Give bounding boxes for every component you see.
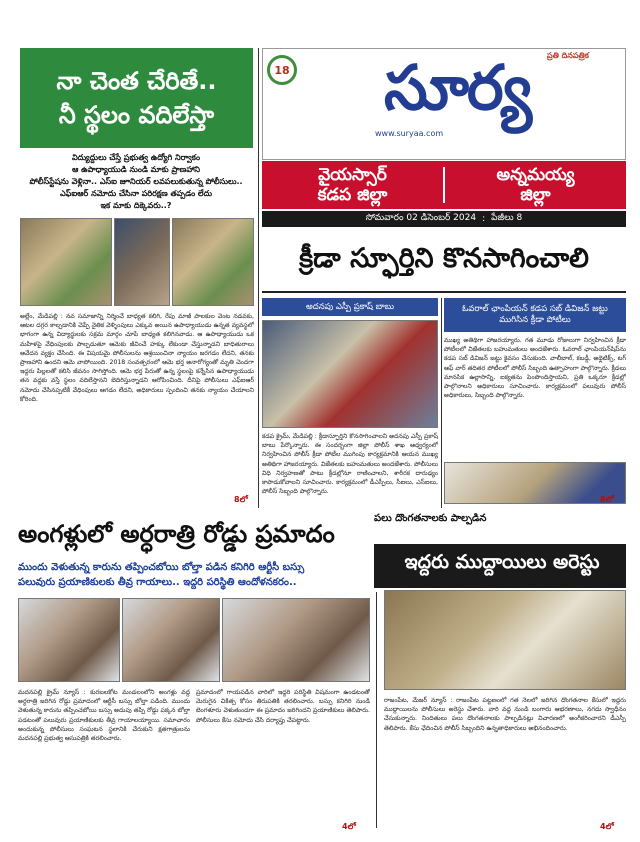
left-story-photo-2 <box>114 218 170 306</box>
date-separator: : <box>482 214 486 224</box>
accident-body-left: మదనపల్లి క్రైమ్ న్యూస్ : కురబలకోట మండలంలోని అంగళ్లు వద్ద అర్ధరాత్రి జరిగిన రోడ్డు ప్రమాదంలో ఆర్టీసీ బస్సు బోల్తా పడింది. ముందు వెళుతున్న కారును తప్పించబోయి బస్సు అదుపు తప్పి రోడ్డు పక్కన బోల్తా పడటంతో పలువురు ప్రయాణికులకు తీవ్ర గాయాలయ్యాయి. సమాచారం అందుకున్న పోలీసులు సంఘటన స్థలానికి చేరుకుని క్షతగాత్రులను మదనపల్లి ప్రభుత్వ ఆసుపత్రికి తరలించారు. <box>18 689 190 743</box>
accident-photo-3 <box>222 598 370 682</box>
edition-band <box>262 161 626 209</box>
accident-photo-2 <box>122 598 220 682</box>
sports-award-photo <box>262 320 438 428</box>
date-text: సోమవారం 02 డిసెంబర్ 2024 <box>365 213 477 223</box>
anniversary-badge: 18 <box>267 55 297 85</box>
sports-right-label: ఓవరాల్ ఛాంపియన్ కడప సబ్ డివిజన్ జట్టు ముగిసిన క్రీడా పోటీలు <box>444 298 626 332</box>
dateline <box>262 211 626 227</box>
left-subline: పోలీస్‌స్టేషను వెళ్లినా.. ఎస్ఐ జూనియర్ లవపలుకుతున్న పోలీసులు.. <box>29 177 243 186</box>
sports-left-label: అదనపు ఎస్పీ ప్రకాష్ బాబు <box>262 298 438 316</box>
edition-left-line1: వైయస్సార్ <box>318 165 387 185</box>
edition-right-line2: జిల్లా <box>520 185 551 205</box>
left-subline: విద్యుద్దులు చేస్తే ప్రభుత్వ ఉద్యోగి నిర్వాకం <box>71 153 200 162</box>
edition-right <box>445 161 626 209</box>
left-subline: ఆ ఉపాధ్యాయుడి నుండి మాకు ప్రాణహాని <box>71 165 201 174</box>
accident-photo-1 <box>18 598 120 682</box>
left-headline-line2: నీ స్థలం వదిలేస్తా <box>58 101 215 129</box>
arrest-body: రాజంపేట, మేజర్ న్యూస్ : రాజంపేట పట్టణంలో గత నెలలో జరిగిన దొంగతనాల కేసులో ఇద్దరు ముద్దాయిలను పోలీసులు అరెస్టు చేశారు. వారి వద్ద నుండి బంగారు ఆభరణాలు, నగదు స్వాధీనం చేసుకున్నారు. నిందితులు పలు దొంగతనాలకు పాల్పడినట్లు విచారణలో అంగీకరించారని డీఎస్పీ తెలిపారు. కేసు ఛేదించిన పోలీస్ సిబ్బందిని ఉన్నతాధికారులు అభినందించారు. <box>384 697 626 732</box>
masthead-website: www.suryaa.com <box>375 129 444 138</box>
accident-subline-2: పలువురు ప్రయాణికులకు తీవ్ర గాయాలు.. ఇద్దరి పరిస్థితి ఆందోళనకరం.. <box>18 577 297 588</box>
left-story-photo-3 <box>172 218 254 306</box>
accident-headline: అంగళ్లులో అర్ధరాత్రి రోడ్డు ప్రమాదం <box>18 520 335 548</box>
edition-left-line2: కడప జిల్లా <box>317 185 388 205</box>
left-headline-box <box>20 48 253 148</box>
arrest-headline: ఇద్దరు ముద్దాయిలు అరెస్టు <box>404 550 600 573</box>
sports-right-body: ముఖ్య అతిథిగా హాజరయ్యారు. గత మూడు రోజులుగా నిర్వహించిన క్రీడా పోటీలలో విజేతలకు బహుమతులు అందజేశారు. ఓవరాల్ ఛాంపియన్‌షిప్‌ను కడప సబ్ డివిజన్ జట్టు కైవసం చేసుకుంది. వాలీబాల్, కబడ్డీ, అథ్లెటిక్స్, టగ్ ఆఫ్ వార్ తదితర పోటీలలో పోలీస్ సిబ్బంది ఉత్సాహంగా పాల్గొన్నారు. క్రీడలు మానసిక ఉల్లాసాన్ని, ఐక్యతను పెంపొందిస్తాయని, ప్రతి ఒక్కరూ క్రీడల్లో పాల్గొనాలని అధికారులు సూచించారు. కార్యక్రమంలో పలువురు పోలీస్ అధికారులు, సిబ్బంది పాల్గొన్నారు. <box>444 337 626 400</box>
arrest-continued: 4లో <box>600 822 614 831</box>
masthead-tagline: ప్రతి దినపత్రిక <box>546 51 589 60</box>
column-rule <box>441 298 442 508</box>
left-subheadlines <box>18 152 254 212</box>
edition-right-line1: అన్నమయ్య <box>496 165 575 185</box>
sports-left-body: కడప క్రైమ్, మేడిపల్లి : క్రీడాస్ఫూర్తిని కొనసాగించాలని అదనపు ఎస్పీ ప్రకాష్ బాబు పేర్కొన్నారు. ఈ సందర్భంగా జిల్లా పోలీస్ శాఖ ఆధ్వర్యంలో నిర్వహించిన పోలీస్ క్రీడా పోటీల ముగింపు కార్యక్రమానికి ఆయన ముఖ్య అతిథిగా హాజరయ్యారు. విజేతలకు బహుమతులు అందజేశారు. పోలీసులు విధి నిర్వహణతో పాటు క్రీడల్లోనూ రాణించాలని, శారీరక దారుఢ్యం కాపాడుకోవాలని సూచించారు. కార్యక్రమంలో డీఎస్పీలు, సీఐలు, ఎస్ఐలు, పోలీస్ సిబ్బంది పాల్గొన్నారు. <box>262 433 438 496</box>
accident-body-right: ప్రమాదంలో గాయపడిన వారిలో ఇద్దరి పరిస్థితి విషమంగా ఉండటంతో మెరుగైన చికిత్స కోసం తిరుపతికి తరలించారు. బస్సు కనిగిరి నుండి బెంగళూరు వెళుతుండగా ఈ ప్రమాదం జరిగిందని ప్రయాణికులు తెలిపారు. పోలీసులు కేసు నమోదు చేసి దర్యాప్తు చేపట్టారు. <box>196 689 370 724</box>
sports-team-photo <box>444 462 626 504</box>
column-rule <box>258 48 259 508</box>
masthead <box>262 48 626 160</box>
accident-continued: 4లో <box>342 822 356 831</box>
sports-continued: 8లో <box>600 495 614 504</box>
arrest-kicker: పలు దొంగతనాలకు పాల్పడిన <box>374 513 487 524</box>
left-headline-line1: నా చెంత చేరితే.. <box>56 67 217 95</box>
left-story-body: అల్లేం, మేడిపల్లి : నవ సమాజాన్ని నిర్మించే బాధ్యత కలిగి, రేపు మాజీ పాలకుల వెంట నడవకు, ఆటల దగ్గర కాల్చడానికి చెప్పే నైతిక వెళ్ళింపులు ఎక్కువ అయిన ఉపాధ్యాయుడు ఉన్నత వ్యవస్థలో భాగంగా ఉన్న విద్యార్థులకు సక్రమ మార్గం చూపే బాధ్యత కలిగినవాడు. ఆ ఉపాధ్యాయుడు ఒక మహిళపై వేధింపులకు పాల్పడుతూ ఆమెకు జీవించే హక్కు లేకుండా చేస్తున్నాడని బాధితురాలు ఆవేదన వ్యక్తం చేసింది. ఈ విషయమై పోలీసులను ఆశ్రయించినా న్యాయం జరగడం లేదని, తనకు ప్రాణహాని ఉందని ఆమె వాపోయింది. 2018 సంవత్సరంలో ఆమె భర్త అనారోగ్యంతో మృతి చెందగా ఇద్దరు పిల్లలతో కలిసి జీవనం సాగిస్తోంది. ఆమె భర్త పేరుతో ఉన్న స్థలంపై కన్నేసిన ఉపాధ్యాయుడు తన వద్దకు వస్తే స్థలం వదిలేస్తానని బెదిరిస్తున్నాడని ఆరోపించింది. దీనిపై పోలీసులు ఎఫ్ఐఆర్ నమోదు చేసినప్పటికీ వేధింపులు ఆగడం లేదని, అధికారులు స్పందించి తనకు న్యాయం చేయాలని కోరింది. <box>20 313 254 403</box>
left-story-photo-1 <box>20 218 112 306</box>
page-count: పేజీలు 8 <box>491 213 523 223</box>
edition-left <box>262 161 443 209</box>
left-subline: ఎఫ్ఐఆర్ నమోదు చేసినా పరిరక్షణ తప్పడం లేదు <box>59 189 213 198</box>
accident-subheadlines <box>18 560 370 590</box>
arrest-police-photo <box>384 590 626 690</box>
left-subline: ఇక మాకు దిక్కెవరు..? <box>100 201 172 210</box>
masthead-title: సూర్య <box>383 51 531 124</box>
sports-headline: క్రీడా స్ఫూర్తిని కొనసాగించాలి <box>262 233 626 293</box>
accident-subline-1: ముందు వెళుతున్న కారును తప్పించబోయి బోల్తా పడిన కనిగిరి ఆర్టీసీ బస్సు <box>18 562 305 573</box>
column-rule <box>376 592 377 828</box>
left-story-continued: 8లో <box>234 495 248 504</box>
